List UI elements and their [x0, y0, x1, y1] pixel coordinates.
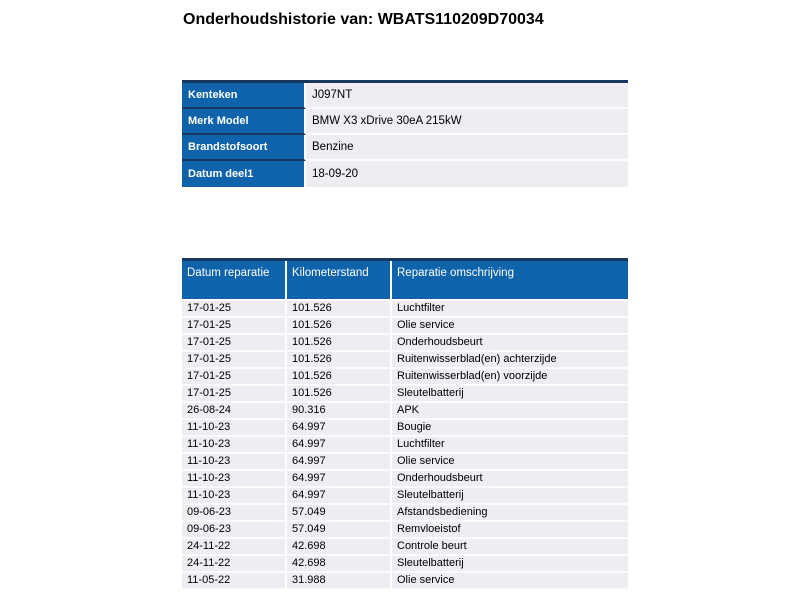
description-cell: Ruitenwisserblad(en) achterzijde	[392, 352, 628, 369]
repair-history-table	[182, 258, 628, 590]
kilometer-cell: 42.698	[287, 539, 392, 556]
kilometer-cell: 101.526	[287, 335, 392, 352]
vehicle-info-value: 18-09-20	[306, 161, 628, 187]
kilometer-cell: 42.698	[287, 556, 392, 573]
table-row	[182, 488, 628, 505]
table-row	[182, 420, 628, 437]
description-cell: Bougie	[392, 420, 628, 437]
description-cell: Onderhoudsbeurt	[392, 471, 628, 488]
kilometer-cell: 101.526	[287, 301, 392, 318]
description-cell: Olie service	[392, 318, 628, 335]
vehicle-info-label: Merk Model	[182, 109, 306, 135]
repair-date-cell: 09-06-23	[182, 505, 287, 522]
table-row	[182, 301, 628, 318]
vehicle-info-value: Benzine	[306, 135, 628, 161]
table-row	[182, 522, 628, 539]
description-cell: Ruitenwisserblad(en) voorzijde	[392, 369, 628, 386]
repair-date-cell: 11-10-23	[182, 471, 287, 488]
page-title: Onderhoudshistorie van: WBATS110209D70034	[183, 11, 544, 28]
vehicle-info-row	[182, 109, 628, 135]
repair-date-cell: 11-10-23	[182, 420, 287, 437]
table-row	[182, 539, 628, 556]
kilometer-cell: 101.526	[287, 386, 392, 403]
description-cell: Olie service	[392, 573, 628, 590]
table-row	[182, 386, 628, 403]
column-header-datum-reparatie: Datum reparatie	[182, 261, 287, 301]
repair-date-cell: 09-06-23	[182, 522, 287, 539]
kilometer-cell: 64.997	[287, 437, 392, 454]
repair-date-cell: 17-01-25	[182, 386, 287, 403]
table-row	[182, 505, 628, 522]
table-row	[182, 471, 628, 488]
table-row	[182, 437, 628, 454]
repair-date-cell: 24-11-22	[182, 556, 287, 573]
repair-date-cell: 11-10-23	[182, 437, 287, 454]
description-cell: Remvloeistof	[392, 522, 628, 539]
repair-date-cell: 26-08-24	[182, 403, 287, 420]
description-cell: Luchtfilter	[392, 437, 628, 454]
kilometer-cell: 64.997	[287, 488, 392, 505]
repair-date-cell: 17-01-25	[182, 352, 287, 369]
repair-history-body	[182, 301, 628, 590]
table-row	[182, 369, 628, 386]
repair-date-cell: 24-11-22	[182, 539, 287, 556]
description-cell: APK	[392, 403, 628, 420]
description-cell: Afstandsbediening	[392, 505, 628, 522]
repair-date-cell: 17-01-25	[182, 318, 287, 335]
kilometer-cell: 64.997	[287, 420, 392, 437]
description-cell: Sleutelbatterij	[392, 488, 628, 505]
kilometer-cell: 101.526	[287, 352, 392, 369]
table-row	[182, 352, 628, 369]
table-row	[182, 454, 628, 471]
description-cell: Controle beurt	[392, 539, 628, 556]
vehicle-info-table	[182, 80, 628, 187]
vehicle-info-label: Brandstofsoort	[182, 135, 306, 161]
table-row	[182, 403, 628, 420]
kilometer-cell: 64.997	[287, 471, 392, 488]
repair-date-cell: 11-05-22	[182, 573, 287, 590]
description-cell: Onderhoudsbeurt	[392, 335, 628, 352]
repair-date-cell: 11-10-23	[182, 488, 287, 505]
repair-date-cell: 11-10-23	[182, 454, 287, 471]
table-row	[182, 318, 628, 335]
description-cell: Sleutelbatterij	[392, 556, 628, 573]
table-row	[182, 556, 628, 573]
kilometer-cell: 64.997	[287, 454, 392, 471]
kilometer-cell: 90.316	[287, 403, 392, 420]
vehicle-info-label: Kenteken	[182, 83, 306, 109]
column-header-reparatie-omschrijving: Reparatie omschrijving	[392, 261, 628, 301]
table-row	[182, 573, 628, 590]
repair-date-cell: 17-01-25	[182, 335, 287, 352]
kilometer-cell: 101.526	[287, 369, 392, 386]
vehicle-info-value: BMW X3 xDrive 30eA 215kW	[306, 109, 628, 135]
vehicle-info-value: J097NT	[306, 83, 628, 109]
kilometer-cell: 57.049	[287, 505, 392, 522]
description-cell: Olie service	[392, 454, 628, 471]
vehicle-info-row	[182, 83, 628, 109]
repair-date-cell: 17-01-25	[182, 369, 287, 386]
column-header-kilometerstand: Kilometerstand	[287, 261, 392, 301]
kilometer-cell: 31.988	[287, 573, 392, 590]
repair-date-cell: 17-01-25	[182, 301, 287, 318]
vehicle-info-row	[182, 161, 628, 187]
vehicle-info-label: Datum deel1	[182, 161, 306, 187]
description-cell: Luchtfilter	[392, 301, 628, 318]
kilometer-cell: 57.049	[287, 522, 392, 539]
kilometer-cell: 101.526	[287, 318, 392, 335]
vehicle-info-row	[182, 135, 628, 161]
description-cell: Sleutelbatterij	[392, 386, 628, 403]
table-row	[182, 335, 628, 352]
repair-history-header-row	[182, 261, 628, 301]
